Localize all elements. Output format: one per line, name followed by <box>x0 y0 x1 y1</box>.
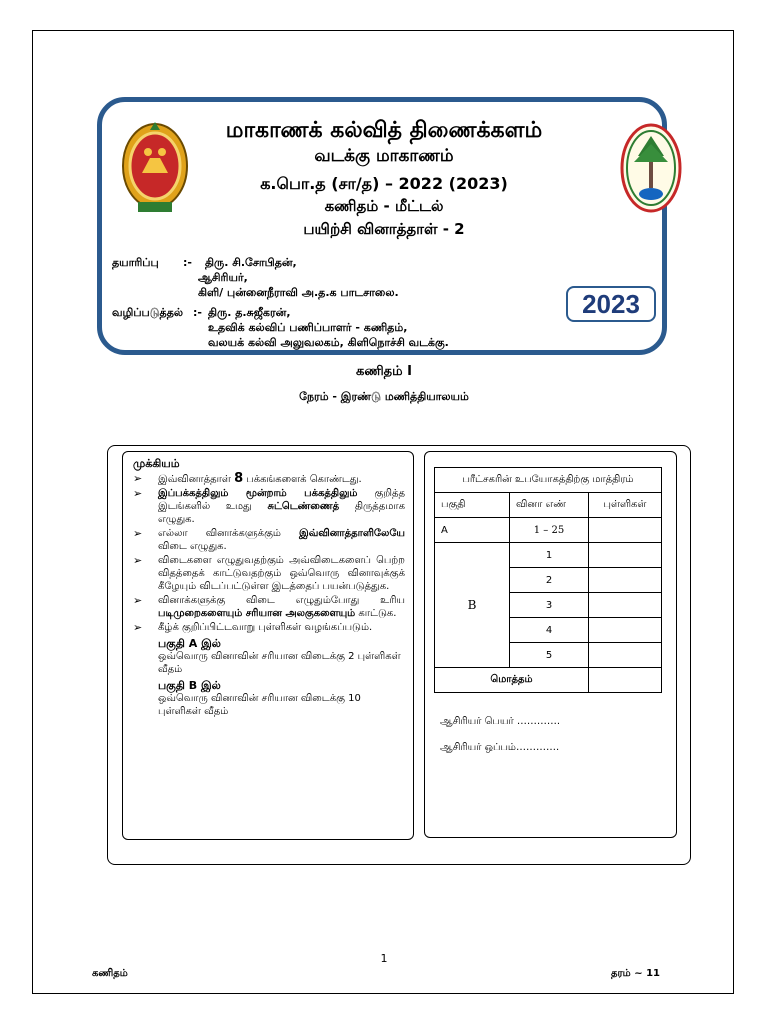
footer-grade: தரம் ~ 11 <box>611 968 660 979</box>
prepared-separator: :- <box>183 256 192 269</box>
prepared-line: கிளி/ புன்னைநீராவி அ.த.க பாடசாலை. <box>198 286 399 299</box>
table-header: புள்ளிகள் <box>589 493 662 518</box>
guided-separator: :- <box>193 306 202 319</box>
part-a-info: பகுதி A இல் ஒவ்வொரு வினாவின் சரியான விடைக்கு 2 புள்ளிகள் வீதம் <box>158 637 401 675</box>
guided-label: வழிப்படுத்தல் <box>112 306 184 319</box>
table-row <box>435 518 662 543</box>
instructions-list <box>133 472 405 718</box>
exam-title: க.பொ.த (சா/த) – 2022 (2023) <box>260 174 508 193</box>
total-entry-cell[interactable] <box>589 668 662 693</box>
arrow-bullet-icon: ➢ <box>133 594 143 607</box>
instructions-heading: முக்கியம் <box>133 457 180 470</box>
marks-entry-cell[interactable] <box>589 568 662 593</box>
paper-title: பயிற்சி வினாத்தாள் - 2 <box>303 220 465 238</box>
guided-line: உதவிக் கல்விப் பணிப்பாளர் - கணிதம், <box>208 321 408 334</box>
list-item: ➢ கீழ்க் குறிப்பிட்டவாறு புள்ளிகள் வழங்கப்படும். <box>133 621 373 634</box>
part-b-info: பகுதி B இல் ஒவ்வொரு வினாவின் சரியான விடைக்கு 10 புள்ளிகள் வீதம் <box>158 679 361 717</box>
page-number: 1 <box>380 952 388 965</box>
table-row <box>435 543 662 568</box>
prepared-line: திரு. சி.சோபிதன், <box>205 256 297 269</box>
list-item: ➢ இப்பக்கத்திலும் மூன்றாம் பக்கத்திலும் குறித்த இடங்களில் உமது சுட்டெண்ணைத் திருத்தமாக எழுதுக. <box>133 487 406 525</box>
table-cell: 3 <box>510 593 589 618</box>
year-badge: 2023 <box>566 286 656 322</box>
arrow-bullet-icon: ➢ <box>133 554 143 567</box>
guided-line: வலயக் கல்வி அலுவலகம், கிளிநொச்சி வடக்கு. <box>208 336 449 349</box>
arrow-bullet-icon: ➢ <box>133 487 143 500</box>
table-cell: 1 – 25 <box>510 518 589 543</box>
exam-duration: நேரம் - இரண்டு மணித்தியாலயம் <box>299 390 469 403</box>
table-cell: A <box>435 518 510 543</box>
list-item: ➢ இவ்வினாத்தாள் 8 பக்கங்களைக் கொண்டது. <box>133 471 362 486</box>
marks-table <box>434 467 662 693</box>
table-cell: 2 <box>510 568 589 593</box>
footer-subject: கணிதம் <box>92 968 128 979</box>
table-cell: 4 <box>510 618 589 643</box>
department-title: மாகாணக் கல்வித் திணைக்களம் <box>225 118 543 143</box>
table-cell: 1 <box>510 543 589 568</box>
total-label: மொத்தம் <box>435 668 589 693</box>
table-row <box>435 493 662 518</box>
prepared-label: தயாரிப்பு <box>112 256 159 269</box>
marks-entry-cell[interactable] <box>589 518 662 543</box>
marks-entry-cell[interactable] <box>589 618 662 643</box>
table-caption: பரீட்சகரின் உபயோகத்திற்கு மாத்திரம் <box>435 468 662 493</box>
marks-entry-cell[interactable] <box>589 593 662 618</box>
arrow-bullet-icon: ➢ <box>133 527 143 540</box>
teacher-signature-field[interactable]: ஆசிரியர் ஒப்பம்…………. <box>440 742 560 753</box>
marks-entry-cell[interactable] <box>589 643 662 668</box>
table-header: வினா எண் <box>510 493 589 518</box>
arrow-bullet-icon: ➢ <box>133 621 143 634</box>
list-item: ➢ எல்லா வினாக்களுக்கும் இவ்வினாத்தாளிலேயே விடை எழுதுக. <box>133 527 405 552</box>
arrow-bullet-icon: ➢ <box>133 472 143 485</box>
province-title: வடக்கு மாகாணம் <box>314 146 454 166</box>
table-cell: B <box>435 543 510 668</box>
subject-title: கணிதம் - மீட்டல் <box>324 197 444 215</box>
marks-entry-cell[interactable] <box>589 543 662 568</box>
list-item: ➢ வினாக்களுக்கு விடை எழுதும்போது உரிய படிமுறைகளையும் சரியான அலகுகளையும் காட்டுக. <box>133 594 405 619</box>
table-cell: 5 <box>510 643 589 668</box>
guided-line: திரு. த.சுஜீகரன், <box>208 306 291 319</box>
table-header: பகுதி <box>435 493 510 518</box>
teacher-name-field[interactable]: ஆசிரியர் பெயர் …………. <box>440 716 561 727</box>
table-row <box>435 668 662 693</box>
table-row <box>435 468 662 493</box>
paper-heading: கணிதம் I <box>356 364 412 379</box>
list-item: ➢ விடைகளை எழுதுவதற்கும் அவ்விடைகளைப் பெற்ற விதத்தைக் காட்டுவதற்கும் ஒவ்வொரு வினாவுக்குக் கீழேயும் விடப்பட்டுள்ள இடத்தைப் பயன்படுத்துக. <box>133 554 405 592</box>
prepared-line: ஆசிரியர், <box>198 271 248 284</box>
